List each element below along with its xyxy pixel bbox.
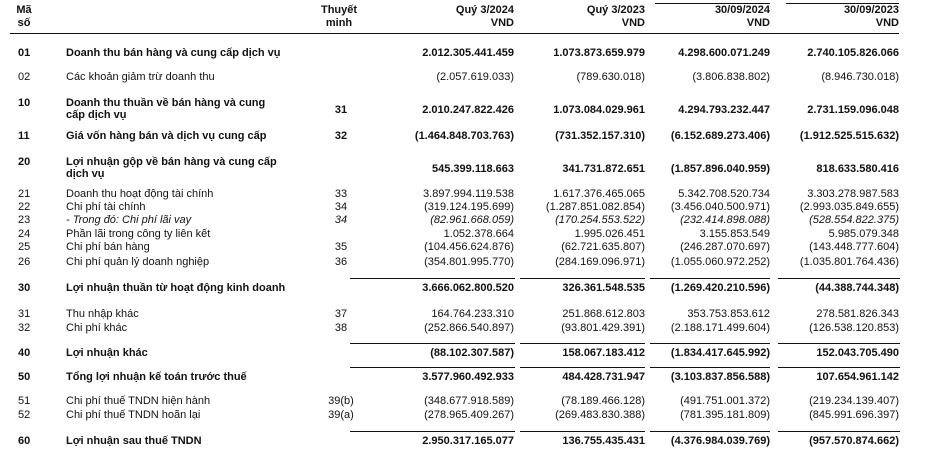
row-label: Chi phí thuế TNDN hiện hành bbox=[66, 395, 211, 407]
row-value-3: 3.155.853.549 bbox=[699, 228, 770, 240]
row-value-3: (246.287.070.697) bbox=[680, 241, 770, 253]
row-value-3: (3.103.837.856.588) bbox=[670, 371, 770, 383]
row-code: 25 bbox=[18, 241, 31, 253]
row-label: Lợi nhuận thuần từ hoạt động kinh doanh bbox=[66, 282, 286, 294]
row-note: 34 bbox=[334, 201, 348, 213]
row-label: Lợi nhuận khác bbox=[66, 347, 148, 359]
row-value-4: 2.731.159.096.048 bbox=[807, 104, 899, 116]
header-unit-ytd-2023: VND bbox=[875, 17, 899, 29]
subtotal-rule bbox=[520, 431, 645, 432]
row-value-1: (252.866.540.897) bbox=[424, 322, 514, 334]
row-note: 35 bbox=[334, 241, 348, 253]
row-label: Lợi nhuận gộp về bán hàng và cung cấp dịch vụ bbox=[66, 156, 277, 180]
row-value-4: (219.234.139.407) bbox=[809, 395, 899, 407]
row-value-2: (62.721.635.807) bbox=[561, 241, 645, 253]
header-period-ytd-2023: 30/09/2023 bbox=[843, 4, 899, 16]
row-code: 01 bbox=[18, 47, 31, 59]
header-note-label: Thuyết minh bbox=[320, 4, 358, 29]
row-label: Doanh thu hoạt động tài chính bbox=[66, 188, 214, 200]
row-label: Doanh thu thuần về bán hàng và cung cấp dịch vụ bbox=[66, 97, 266, 121]
row-value-2: 251.868.612.803 bbox=[562, 308, 645, 320]
row-value-2: (731.352.157.310) bbox=[555, 130, 645, 142]
row-value-1: (1.464.848.703.763) bbox=[414, 130, 514, 142]
row-value-4: (2.993.035.849.655) bbox=[799, 201, 899, 213]
row-note: 39(b) bbox=[328, 395, 354, 407]
row-value-4: 152.043.705.490 bbox=[816, 347, 899, 359]
row-code: 32 bbox=[18, 322, 31, 334]
row-value-4: 278.581.826.343 bbox=[816, 308, 899, 320]
row-value-3: 353.753.853.612 bbox=[687, 308, 770, 320]
row-value-3: (2.188.171.499.604) bbox=[670, 322, 770, 334]
row-value-4: 2.740.105.826.066 bbox=[807, 47, 899, 59]
row-code: 50 bbox=[18, 371, 31, 383]
row-value-2: (284.169.096.971) bbox=[555, 256, 645, 268]
row-value-2: (170.254.553.522) bbox=[555, 214, 645, 226]
row-code: 02 bbox=[18, 71, 31, 83]
row-value-1: 3.666.062.800.520 bbox=[422, 282, 514, 294]
row-code: 21 bbox=[18, 188, 31, 200]
row-value-1: 2.010.247.822.426 bbox=[422, 104, 514, 116]
row-label: Phần lãi trong công ty liên kết bbox=[66, 228, 211, 240]
subtotal-rule bbox=[650, 278, 770, 279]
row-value-4: (528.554.822.375) bbox=[809, 214, 899, 226]
subtotal-rule bbox=[350, 278, 515, 279]
row-value-2: 484.428.731.947 bbox=[562, 371, 645, 383]
row-value-1: 3.897.994.119.538 bbox=[423, 188, 514, 200]
row-code: 20 bbox=[18, 156, 31, 168]
row-value-1: 3.577.960.492.933 bbox=[422, 371, 514, 383]
header-period-q3-2023: Quý 3/2023 bbox=[586, 4, 645, 16]
header-period-ytd-2024: 30/09/2024 bbox=[714, 4, 770, 16]
subtotal-rule bbox=[350, 431, 515, 432]
row-value-2: (93.801.429.391) bbox=[561, 322, 645, 334]
row-value-2: (1.287.851.082.854) bbox=[545, 201, 645, 213]
row-value-3: (6.152.689.273.406) bbox=[670, 130, 770, 142]
row-note: 39(a) bbox=[328, 409, 354, 421]
row-value-4: 818.633.580.416 bbox=[816, 163, 899, 175]
row-value-1: 1.052.378.664 bbox=[443, 228, 514, 240]
row-label: Chi phí bán hàng bbox=[66, 241, 150, 253]
header-code-label: Mã số bbox=[16, 4, 32, 29]
row-value-3: 5.342.708.520.734 bbox=[678, 188, 770, 200]
row-value-4: (126.538.120.853) bbox=[809, 322, 899, 334]
row-value-2: (789.630.018) bbox=[576, 71, 645, 83]
row-value-1: (82.961.668.059) bbox=[430, 214, 514, 226]
row-value-2: 1.995.026.451 bbox=[574, 228, 645, 240]
row-value-2: 1.073.084.029.961 bbox=[553, 104, 645, 116]
row-label: - Trong đó: Chi phí lãi vay bbox=[66, 214, 192, 226]
row-label: Chi phí thuế TNDN hoãn lại bbox=[66, 409, 201, 421]
row-code: 23 bbox=[18, 214, 31, 226]
header-unit-q3-2023: VND bbox=[621, 17, 645, 29]
row-value-4: (8.946.730.018) bbox=[821, 71, 899, 83]
row-value-2: (78.189.466.128) bbox=[561, 395, 645, 407]
row-note: 38 bbox=[334, 322, 348, 334]
subtotal-rule bbox=[778, 431, 900, 432]
row-value-3: (3.456.040.500.971) bbox=[670, 201, 770, 213]
row-value-1: (88.102.307.587) bbox=[430, 347, 514, 359]
row-value-1: 545.399.118.663 bbox=[432, 163, 514, 175]
row-value-4: (143.448.777.604) bbox=[809, 241, 899, 253]
subtotal-rule bbox=[650, 343, 770, 344]
header-period-q3-2024: Quý 3/2024 bbox=[455, 4, 514, 16]
row-code: 26 bbox=[18, 256, 31, 268]
row-value-4: (845.991.696.397) bbox=[809, 409, 899, 421]
row-note: 31 bbox=[334, 104, 348, 116]
row-value-1: (2.057.619.033) bbox=[436, 71, 514, 83]
row-note: 33 bbox=[334, 188, 348, 200]
row-value-4: (44.388.744.348) bbox=[815, 282, 899, 294]
row-value-4: (1.035.801.764.436) bbox=[799, 256, 899, 268]
row-label: Chi phí khác bbox=[66, 322, 128, 334]
row-value-2: 341.731.872.651 bbox=[562, 163, 645, 175]
row-value-3: (781.395.181.809) bbox=[680, 409, 770, 421]
row-value-1: 2.012.305.441.459 bbox=[422, 47, 514, 59]
row-code: 60 bbox=[18, 435, 31, 447]
row-value-1: (319.124.195.699) bbox=[424, 201, 514, 213]
row-value-1: (348.677.918.589) bbox=[424, 395, 514, 407]
row-note: 36 bbox=[334, 256, 348, 268]
subtotal-rule bbox=[520, 343, 645, 344]
row-value-3: (1.269.420.210.596) bbox=[670, 282, 770, 294]
row-value-4: 3.303.278.987.583 bbox=[807, 188, 899, 200]
row-label: Doanh thu bán hàng và cung cấp dịch vụ bbox=[66, 47, 281, 59]
row-label: Các khoản giảm trừ doanh thu bbox=[66, 71, 215, 83]
row-value-3: (3.806.838.802) bbox=[692, 71, 770, 83]
row-value-3: (232.414.898.088) bbox=[680, 214, 770, 226]
row-label: Lợi nhuận sau thuế TNDN bbox=[66, 435, 202, 447]
subtotal-rule bbox=[778, 367, 900, 368]
row-label: Thu nhập khác bbox=[66, 308, 139, 320]
row-note: 37 bbox=[334, 308, 348, 320]
row-value-3: (1.834.417.645.992) bbox=[670, 347, 770, 359]
row-value-1: (354.801.995.770) bbox=[424, 256, 514, 268]
header-underline-ytd-2024 bbox=[655, 3, 770, 4]
header-unit-q3-2024: VND bbox=[490, 17, 514, 29]
header-bottom-rule bbox=[10, 33, 899, 34]
row-value-2: 1.073.873.659.979 bbox=[553, 47, 645, 59]
row-label: Chi phí quản lý doanh nghiệp bbox=[66, 256, 210, 268]
row-note: 32 bbox=[334, 130, 348, 142]
row-value-4: (957.570.874.662) bbox=[809, 435, 899, 447]
row-code: 51 bbox=[18, 395, 31, 407]
row-value-2: 136.755.435.431 bbox=[562, 435, 645, 447]
subtotal-rule bbox=[778, 343, 900, 344]
row-code: 11 bbox=[18, 130, 30, 142]
subtotal-rule bbox=[520, 367, 645, 368]
row-value-3: (491.751.001.372) bbox=[680, 395, 770, 407]
subtotal-rule bbox=[350, 367, 515, 368]
row-value-2: 158.067.183.412 bbox=[562, 347, 645, 359]
row-value-1: 2.950.317.165.077 bbox=[422, 435, 514, 447]
row-value-4: (1.912.525.515.632) bbox=[799, 130, 899, 142]
row-code: 22 bbox=[18, 201, 31, 213]
subtotal-rule bbox=[778, 278, 900, 279]
row-value-3: (1.055.060.972.252) bbox=[670, 256, 770, 268]
row-value-3: (1.857.896.040.959) bbox=[670, 163, 770, 175]
row-value-4: 107.654.961.142 bbox=[816, 371, 899, 383]
row-value-3: (4.376.984.039.769) bbox=[670, 435, 770, 447]
header-unit-ytd-2024: VND bbox=[746, 17, 770, 29]
row-value-3: 4.294.793.232.447 bbox=[678, 104, 770, 116]
row-code: 30 bbox=[18, 282, 31, 294]
row-value-1: (278.965.409.267) bbox=[424, 409, 514, 421]
header-underline-ytd-2023 bbox=[786, 3, 899, 4]
subtotal-rule bbox=[650, 367, 770, 368]
row-value-3: 4.298.600.071.249 bbox=[678, 47, 770, 59]
row-code: 40 bbox=[18, 347, 31, 359]
row-value-2: 1.617.376.465.065 bbox=[553, 188, 645, 200]
row-code: 52 bbox=[18, 409, 31, 421]
row-note: 34 bbox=[334, 214, 348, 226]
row-value-2: (269.483.830.388) bbox=[555, 409, 645, 421]
row-label: Chi phí tài chính bbox=[66, 201, 146, 213]
row-value-2: 326.361.548.535 bbox=[562, 282, 645, 294]
row-value-4: 5.985.079.348 bbox=[828, 228, 899, 240]
row-code: 10 bbox=[18, 97, 31, 109]
row-label: Giá vốn hàng bán và dịch vụ cung cấp bbox=[66, 130, 267, 142]
subtotal-rule bbox=[650, 431, 770, 432]
row-value-1: 164.764.233.310 bbox=[431, 308, 514, 320]
subtotal-rule bbox=[350, 343, 515, 344]
row-code: 24 bbox=[18, 228, 31, 240]
row-label: Tổng lợi nhuận kế toán trước thuế bbox=[66, 371, 247, 383]
row-value-1: (104.456.624.876) bbox=[424, 241, 514, 253]
subtotal-rule bbox=[520, 278, 645, 279]
row-code: 31 bbox=[18, 308, 31, 320]
